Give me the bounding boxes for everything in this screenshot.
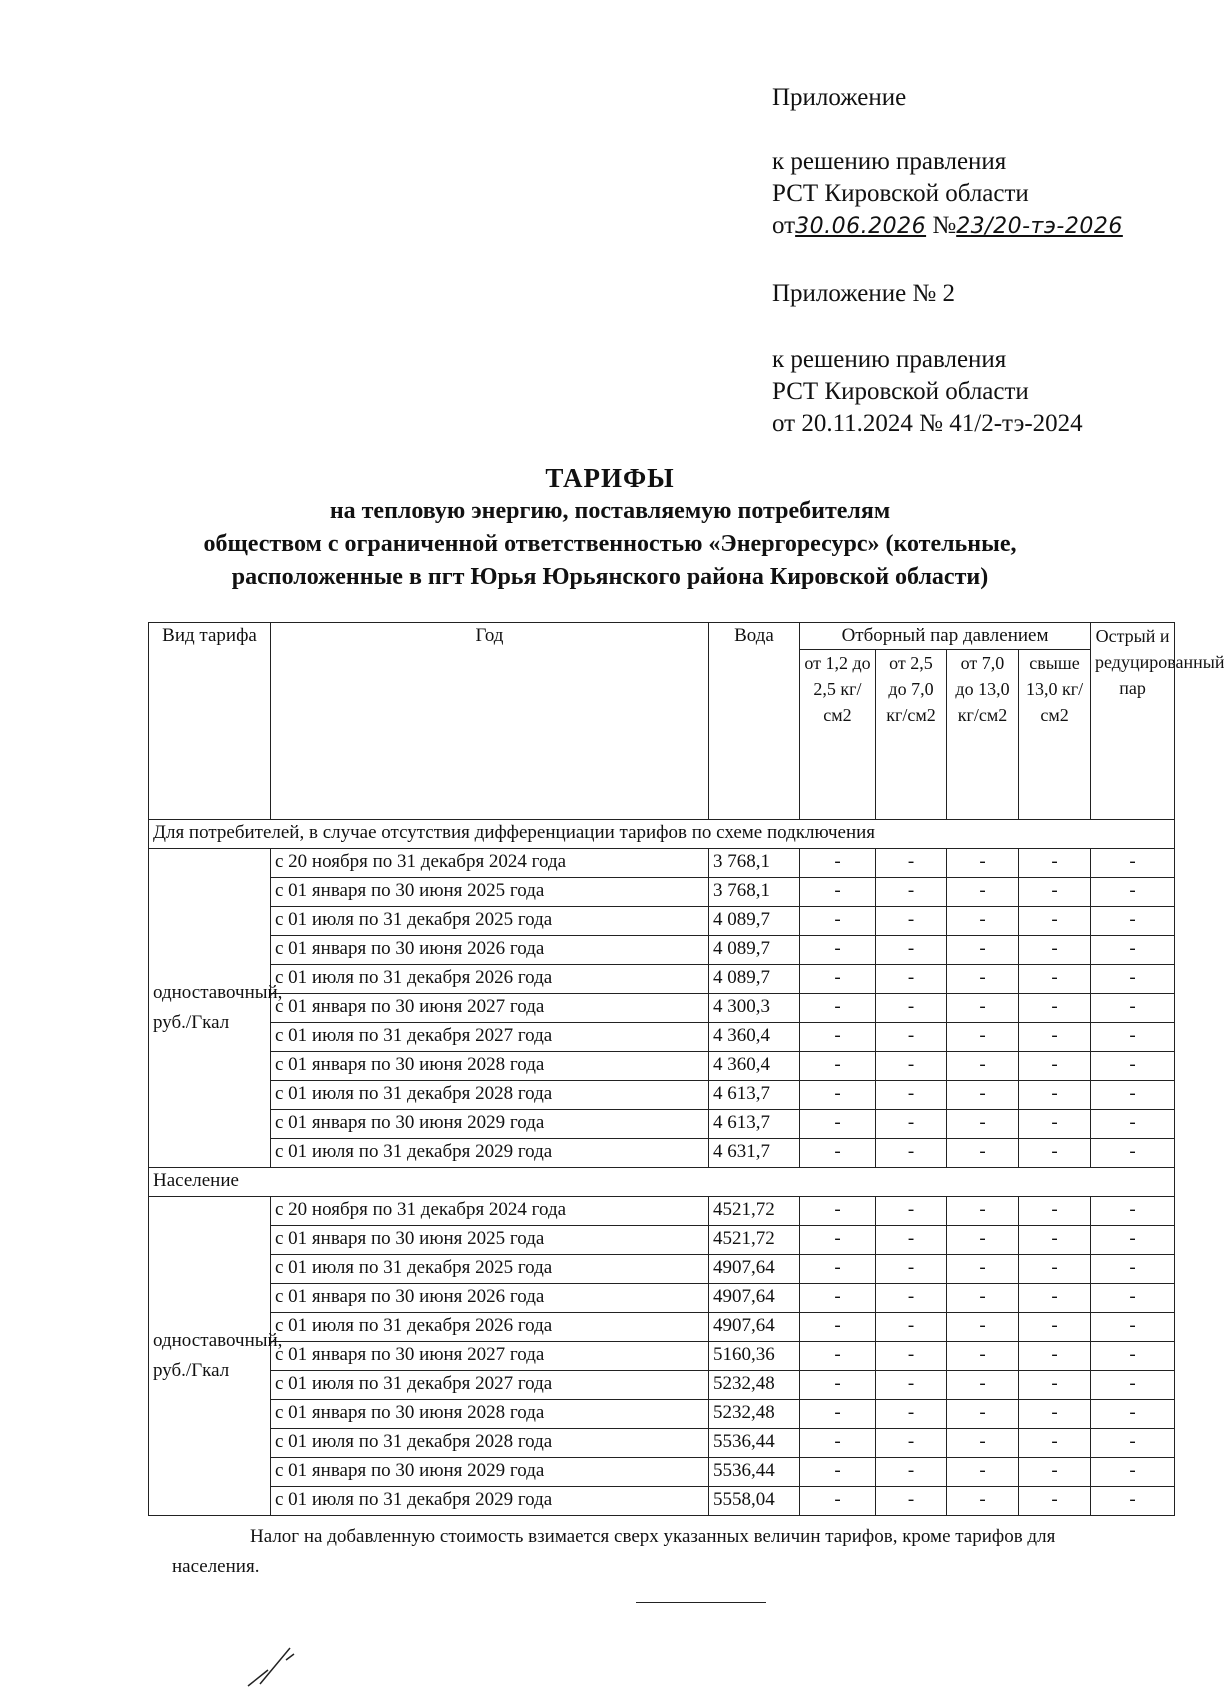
water-value-cell: 5558,04: [709, 1487, 800, 1516]
period-cell: с 20 ноября по 31 декабря 2024 года: [271, 1197, 709, 1226]
dash-cell: -: [1019, 1052, 1091, 1081]
document-heading: [110, 462, 1110, 594]
closing-rule: [636, 1602, 766, 1603]
dash-cell: -: [1019, 994, 1091, 1023]
dash-cell: -: [1091, 1313, 1175, 1342]
dash-cell: -: [800, 1023, 876, 1052]
dash-cell: -: [800, 1255, 876, 1284]
dash-cell: -: [1019, 1081, 1091, 1110]
dash-cell: -: [876, 907, 947, 936]
dash-cell: -: [1091, 1052, 1175, 1081]
dash-cell: -: [1091, 1197, 1175, 1226]
section-title: Для потребителей, в случае отсутствия дифференциации тарифов по схеме подключения: [149, 820, 1175, 849]
table-row: [149, 878, 1175, 907]
dash-cell: -: [947, 1023, 1019, 1052]
dash-cell: -: [947, 1313, 1019, 1342]
period-cell: с 01 января по 30 июня 2027 года: [271, 1342, 709, 1371]
dash-cell: -: [1091, 849, 1175, 878]
dash-cell: -: [1091, 1487, 1175, 1516]
header-water: Вода: [709, 623, 800, 820]
table-row: [149, 1081, 1175, 1110]
dash-cell: -: [800, 1429, 876, 1458]
dash-cell: -: [800, 907, 876, 936]
dash-cell: -: [947, 1487, 1019, 1516]
water-value-cell: 5232,48: [709, 1371, 800, 1400]
dash-cell: -: [800, 878, 876, 907]
water-value-cell: 4 613,7: [709, 1110, 800, 1139]
dash-cell: -: [947, 878, 1019, 907]
dash-cell: -: [1019, 878, 1091, 907]
dash-cell: -: [800, 1313, 876, 1342]
period-cell: с 01 июля по 31 декабря 2025 года: [271, 907, 709, 936]
water-value-cell: 5160,36: [709, 1342, 800, 1371]
water-value-cell: 3 768,1: [709, 849, 800, 878]
dash-cell: -: [800, 1139, 876, 1168]
table-row: [149, 1371, 1175, 1400]
heading-line1: на тепловую энергию, поставляемую потребителям: [329, 498, 891, 524]
header-year: Год: [271, 623, 709, 820]
period-cell: с 01 января по 30 июня 2028 года: [271, 1052, 709, 1081]
dash-cell: -: [1019, 1139, 1091, 1168]
tariff-table: [148, 622, 1224, 1516]
dash-cell: -: [800, 1400, 876, 1429]
table-row: [149, 1284, 1175, 1313]
dash-cell: -: [947, 1429, 1019, 1458]
header-tariff-type: Вид тарифа: [149, 623, 271, 820]
table-row: [149, 1197, 1175, 1226]
dash-cell: -: [876, 1400, 947, 1429]
dash-cell: -: [876, 936, 947, 965]
dash-cell: -: [876, 1284, 947, 1313]
water-value-cell: 5232,48: [709, 1400, 800, 1429]
appendix2-title: Приложение № 2: [772, 280, 956, 307]
dash-cell: -: [800, 1052, 876, 1081]
water-value-cell: 4 613,7: [709, 1081, 800, 1110]
dash-cell: -: [1091, 1110, 1175, 1139]
water-value-cell: 4521,72: [709, 1197, 800, 1226]
header-steam-4: свыше 13,0 кг/см2: [1019, 650, 1091, 820]
dash-cell: -: [800, 1226, 876, 1255]
period-cell: с 01 июля по 31 декабря 2025 года: [271, 1255, 709, 1284]
dash-cell: -: [1091, 1226, 1175, 1255]
heading-main: ТАРИФЫ: [545, 463, 675, 493]
dash-cell: -: [876, 1342, 947, 1371]
dash-cell: -: [876, 1255, 947, 1284]
dash-cell: -: [1019, 1458, 1091, 1487]
water-value-cell: 4 089,7: [709, 965, 800, 994]
dash-cell: -: [876, 1429, 947, 1458]
dash-cell: -: [947, 1255, 1019, 1284]
dash-cell: -: [1019, 1400, 1091, 1429]
dash-cell: -: [947, 965, 1019, 994]
dash-cell: -: [800, 1371, 876, 1400]
period-cell: с 01 января по 30 июня 2025 года: [271, 878, 709, 907]
period-cell: с 01 января по 30 июня 2025 года: [271, 1226, 709, 1255]
dash-cell: -: [1091, 936, 1175, 965]
dash-cell: -: [1019, 1487, 1091, 1516]
table-row: [149, 1313, 1175, 1342]
dash-cell: -: [1091, 1284, 1175, 1313]
number-prefix: №: [932, 212, 957, 239]
table-body: [149, 820, 1175, 1516]
water-value-cell: 5536,44: [709, 1429, 800, 1458]
period-cell: с 01 июля по 31 декабря 2028 года: [271, 1429, 709, 1458]
dash-cell: -: [947, 1400, 1019, 1429]
dash-cell: -: [947, 994, 1019, 1023]
dash-cell: -: [947, 1139, 1019, 1168]
table-row: [149, 1342, 1175, 1371]
dash-cell: -: [876, 1081, 947, 1110]
appendix-decision-line1: к решению правления: [772, 148, 1007, 175]
table-row: [149, 1023, 1175, 1052]
table-row: [149, 1052, 1175, 1081]
table-row: [149, 936, 1175, 965]
header-steam-group: Отборный пар давлением: [800, 623, 1091, 650]
period-cell: с 01 июля по 31 декабря 2026 года: [271, 965, 709, 994]
signature-mark: [246, 1640, 306, 1690]
dash-cell: -: [800, 936, 876, 965]
tariff-type-label: одноставочный, руб./Гкал: [149, 849, 271, 1168]
period-cell: с 01 января по 30 июня 2027 года: [271, 994, 709, 1023]
water-value-cell: 3 768,1: [709, 878, 800, 907]
period-cell: с 01 июля по 31 декабря 2029 года: [271, 1487, 709, 1516]
heading-line2: обществом с ограниченной ответственностью «Энергоресурс» (котельные,: [203, 531, 1017, 557]
dash-cell: -: [876, 1487, 947, 1516]
dash-cell: -: [876, 1139, 947, 1168]
dash-cell: -: [947, 1226, 1019, 1255]
table-row: [149, 849, 1175, 878]
dash-cell: -: [1091, 1371, 1175, 1400]
table-row: [149, 1226, 1175, 1255]
table-row: [149, 1400, 1175, 1429]
dash-cell: -: [800, 1342, 876, 1371]
table-row: [149, 965, 1175, 994]
water-value-cell: 4 631,7: [709, 1139, 800, 1168]
table-row: [149, 994, 1175, 1023]
appendix-date-line: [772, 210, 1123, 243]
water-value-cell: 4907,64: [709, 1284, 800, 1313]
dash-cell: -: [1019, 1371, 1091, 1400]
heading-line3: расположенные в пгт Юрья Юрьянского района Кировской области): [231, 564, 989, 590]
dash-cell: -: [947, 1197, 1019, 1226]
dash-cell: -: [1019, 1110, 1091, 1139]
dash-cell: -: [800, 1284, 876, 1313]
date-prefix: от: [772, 212, 796, 239]
table-header-row: [149, 623, 1175, 650]
table-row: [149, 1139, 1175, 1168]
dash-cell: -: [800, 1197, 876, 1226]
section-header-row: [149, 1168, 1175, 1197]
dash-cell: -: [1019, 907, 1091, 936]
dash-cell: -: [1019, 1197, 1091, 1226]
water-value-cell: 4 089,7: [709, 936, 800, 965]
dash-cell: -: [1091, 1429, 1175, 1458]
dash-cell: -: [1019, 1284, 1091, 1313]
tariff-type-label: одноставочный, руб./Гкал: [149, 1197, 271, 1516]
dash-cell: -: [800, 965, 876, 994]
dash-cell: -: [800, 1487, 876, 1516]
dash-cell: -: [876, 1371, 947, 1400]
table-row: [149, 1255, 1175, 1284]
period-cell: с 01 января по 30 июня 2028 года: [271, 1400, 709, 1429]
dash-cell: -: [1091, 1400, 1175, 1429]
dash-cell: -: [947, 1284, 1019, 1313]
dash-cell: -: [876, 1023, 947, 1052]
dash-cell: -: [1019, 1429, 1091, 1458]
water-value-cell: 4 089,7: [709, 907, 800, 936]
handwritten-date: 30.06.2026: [795, 214, 927, 239]
dash-cell: -: [1019, 1226, 1091, 1255]
section-title: Население: [149, 1168, 1175, 1197]
appendix2-date-line: от 20.11.2024 № 41/2-тэ-2024: [772, 410, 1083, 437]
dash-cell: -: [1091, 1342, 1175, 1371]
water-value-cell: 4907,64: [709, 1313, 800, 1342]
dash-cell: -: [800, 1110, 876, 1139]
dash-cell: -: [800, 994, 876, 1023]
dash-cell: -: [1091, 1255, 1175, 1284]
dash-cell: -: [1019, 1023, 1091, 1052]
table-row: [149, 907, 1175, 936]
table-row: [149, 1429, 1175, 1458]
header-steam-3: от 7,0 до 13,0 кг/см2: [947, 650, 1019, 820]
dash-cell: -: [876, 878, 947, 907]
period-cell: с 01 июля по 31 декабря 2028 года: [271, 1081, 709, 1110]
period-cell: с 01 июля по 31 декабря 2027 года: [271, 1023, 709, 1052]
appendix2-decision-line2: РСТ Кировской области: [772, 378, 1029, 405]
dash-cell: -: [947, 936, 1019, 965]
water-value-cell: 5536,44: [709, 1458, 800, 1487]
dash-cell: -: [1019, 849, 1091, 878]
water-value-cell: 4907,64: [709, 1255, 800, 1284]
period-cell: с 01 января по 30 июня 2029 года: [271, 1110, 709, 1139]
dash-cell: -: [947, 1371, 1019, 1400]
dash-cell: -: [1019, 1342, 1091, 1371]
dash-cell: -: [1019, 936, 1091, 965]
header-sharp-steam: Острый и редуцированный пар: [1091, 623, 1175, 820]
dash-cell: -: [876, 1052, 947, 1081]
appendix2-decision-line1: к решению правления: [772, 346, 1007, 373]
table-row: [149, 1458, 1175, 1487]
water-value-cell: 4 360,4: [709, 1023, 800, 1052]
water-value-cell: 4 300,3: [709, 994, 800, 1023]
period-cell: с 01 января по 30 июня 2029 года: [271, 1458, 709, 1487]
dash-cell: -: [876, 849, 947, 878]
dash-cell: -: [876, 1313, 947, 1342]
dash-cell: -: [800, 1458, 876, 1487]
dash-cell: -: [800, 1081, 876, 1110]
dash-cell: -: [947, 849, 1019, 878]
dash-cell: -: [947, 907, 1019, 936]
dash-cell: -: [876, 1197, 947, 1226]
appendix-title: Приложение: [772, 84, 907, 111]
dash-cell: -: [947, 1052, 1019, 1081]
appendix-decision-line2: РСТ Кировской области: [772, 180, 1029, 207]
dash-cell: -: [876, 965, 947, 994]
dash-cell: -: [876, 1110, 947, 1139]
section-header-row: [149, 820, 1175, 849]
header-steam-1: от 1,2 до 2,5 кг/см2: [800, 650, 876, 820]
dash-cell: -: [1091, 1081, 1175, 1110]
header-steam-2: от 2,5 до 7,0 кг/см2: [876, 650, 947, 820]
dash-cell: -: [1019, 1313, 1091, 1342]
period-cell: с 01 июля по 31 декабря 2027 года: [271, 1371, 709, 1400]
vat-note: Налог на добавленную стоимость взимается сверх указанных величин тарифов, кроме тарифов для населения.: [172, 1526, 1056, 1577]
dash-cell: -: [947, 1342, 1019, 1371]
water-value-cell: 4 360,4: [709, 1052, 800, 1081]
dash-cell: -: [1091, 1023, 1175, 1052]
dash-cell: -: [1091, 1458, 1175, 1487]
dash-cell: -: [1091, 1139, 1175, 1168]
period-cell: с 01 января по 30 июня 2026 года: [271, 936, 709, 965]
dash-cell: -: [947, 1458, 1019, 1487]
dash-cell: -: [947, 1110, 1019, 1139]
period-cell: с 01 июля по 31 декабря 2029 года: [271, 1139, 709, 1168]
dash-cell: -: [876, 1226, 947, 1255]
handwritten-number: 23/20-тэ-2026: [956, 214, 1123, 239]
period-cell: с 20 ноября по 31 декабря 2024 года: [271, 849, 709, 878]
dash-cell: -: [1019, 1255, 1091, 1284]
dash-cell: -: [1091, 994, 1175, 1023]
dash-cell: -: [947, 1081, 1019, 1110]
period-cell: с 01 января по 30 июня 2026 года: [271, 1284, 709, 1313]
dash-cell: -: [800, 849, 876, 878]
water-value-cell: 4521,72: [709, 1226, 800, 1255]
dash-cell: -: [1019, 965, 1091, 994]
dash-cell: -: [876, 1458, 947, 1487]
dash-cell: -: [876, 994, 947, 1023]
table-row: [149, 1110, 1175, 1139]
dash-cell: -: [1091, 878, 1175, 907]
dash-cell: -: [1091, 907, 1175, 936]
table-row: [149, 1487, 1175, 1516]
dash-cell: -: [1091, 965, 1175, 994]
period-cell: с 01 июля по 31 декабря 2026 года: [271, 1313, 709, 1342]
